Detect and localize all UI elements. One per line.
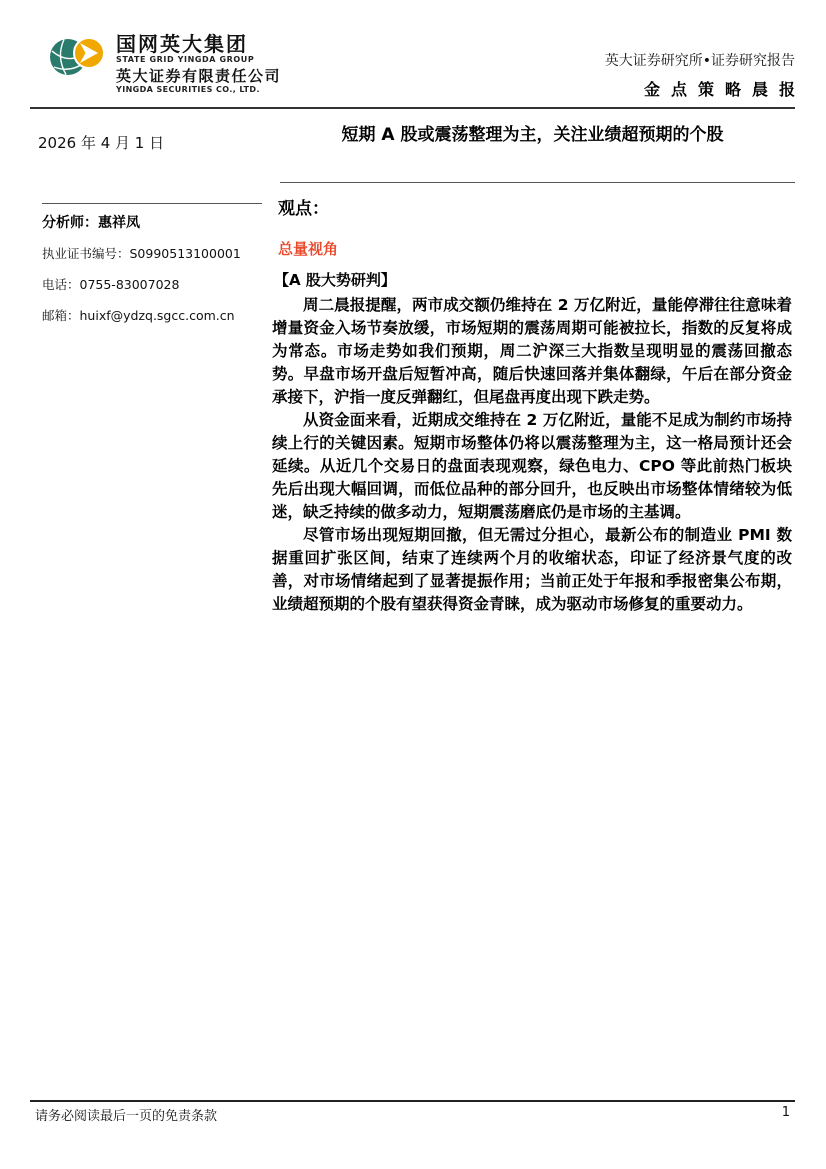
section-heading-macro-view: 总量视角 <box>278 240 339 258</box>
header-divider <box>30 107 795 109</box>
research-institute-label: 英大证券研究所•证券研究报告 <box>604 53 795 69</box>
subsection-heading-a-share-outlook: 【A 股大势研判】 <box>274 271 396 289</box>
analyst-info-box <box>42 203 262 337</box>
body-paragraph: 从资金面来看，近期成交维持在 2 万亿附近，量能不足成为制约市场持续上行的关键因素。短期市场整体仍将以震荡整理为主，这一格局预计还会延续。从近几个交易日的盘面表现观察，绿色电力、CPO 等此前热门板块先后出现大幅回调，而低位品种的部分回升，也反映出市场整体情绪较为低迷，缺乏持续的做多动力，短期震荡磨底仍是市场的主基调。 <box>272 411 792 521</box>
company-logo <box>46 27 281 95</box>
viewpoint-heading: 观点： <box>278 199 329 219</box>
globe-arrow-logo-icon <box>46 27 108 89</box>
footer-divider <box>30 1100 795 1102</box>
subsidiary-name-en: YINGDA SECURITIES CO., LTD. <box>116 85 260 94</box>
report-series-name: 金点策略晨报 <box>643 80 806 99</box>
footer-disclaimer: 请务必阅读最后一页的免责条款 <box>35 1109 218 1124</box>
page-number: 1 <box>781 1105 790 1120</box>
body-paragraph: 周二晨报提醒，两市成交额仍维持在 2 万亿附近，量能停滞往往意味着增量资金入场节奏放缓，市场短期的震荡周期可能被拉长，指数的反复将成为常态。市场走势如我们预期，周二沪深三大指数呈现明显的震荡回撤态势。早盘市场开盘后短暂冲高，随后快速回落并集体翻绿，午后在部分资金承接下，沪指一度反弹翻红，但尾盘再度出现下跌走势。 <box>272 296 792 406</box>
logo-text-block <box>116 27 281 95</box>
company-name-cn: 国网英大集团 <box>116 32 248 56</box>
analyst-name: 分析师：惠祥凤 <box>42 215 140 231</box>
report-body <box>272 294 792 616</box>
analyst-license: 执业证书编号：S0990513100001 <box>42 246 241 261</box>
company-name-en: STATE GRID YINGDA GROUP <box>116 55 255 64</box>
body-paragraph: 尽管市场出现短期回撤，但无需过分担心，最新公布的制造业 PMI 数据重回扩张区间，结束了连续两个月的收缩状态，印证了经济景气度的改善，对市场情绪起到了显著提振作用；当前正处于年报和季报密集公布期，业绩超预期的个股有望获得资金青睐，成为驱动市场修复的重要动力。 <box>272 526 792 613</box>
report-date: 2026 年 4 月 1 日 <box>38 134 165 152</box>
content-divider <box>280 182 795 183</box>
report-title: 短期 A 股或震荡整理为主，关注业绩超预期的个股 <box>341 125 724 145</box>
analyst-phone: 电话：0755-83007028 <box>42 277 180 292</box>
subsidiary-name-cn: 英大证券有限责任公司 <box>116 67 282 85</box>
header-right-block <box>604 52 806 100</box>
analyst-email: 邮箱：huixf@ydzq.sgcc.com.cn <box>42 308 235 323</box>
